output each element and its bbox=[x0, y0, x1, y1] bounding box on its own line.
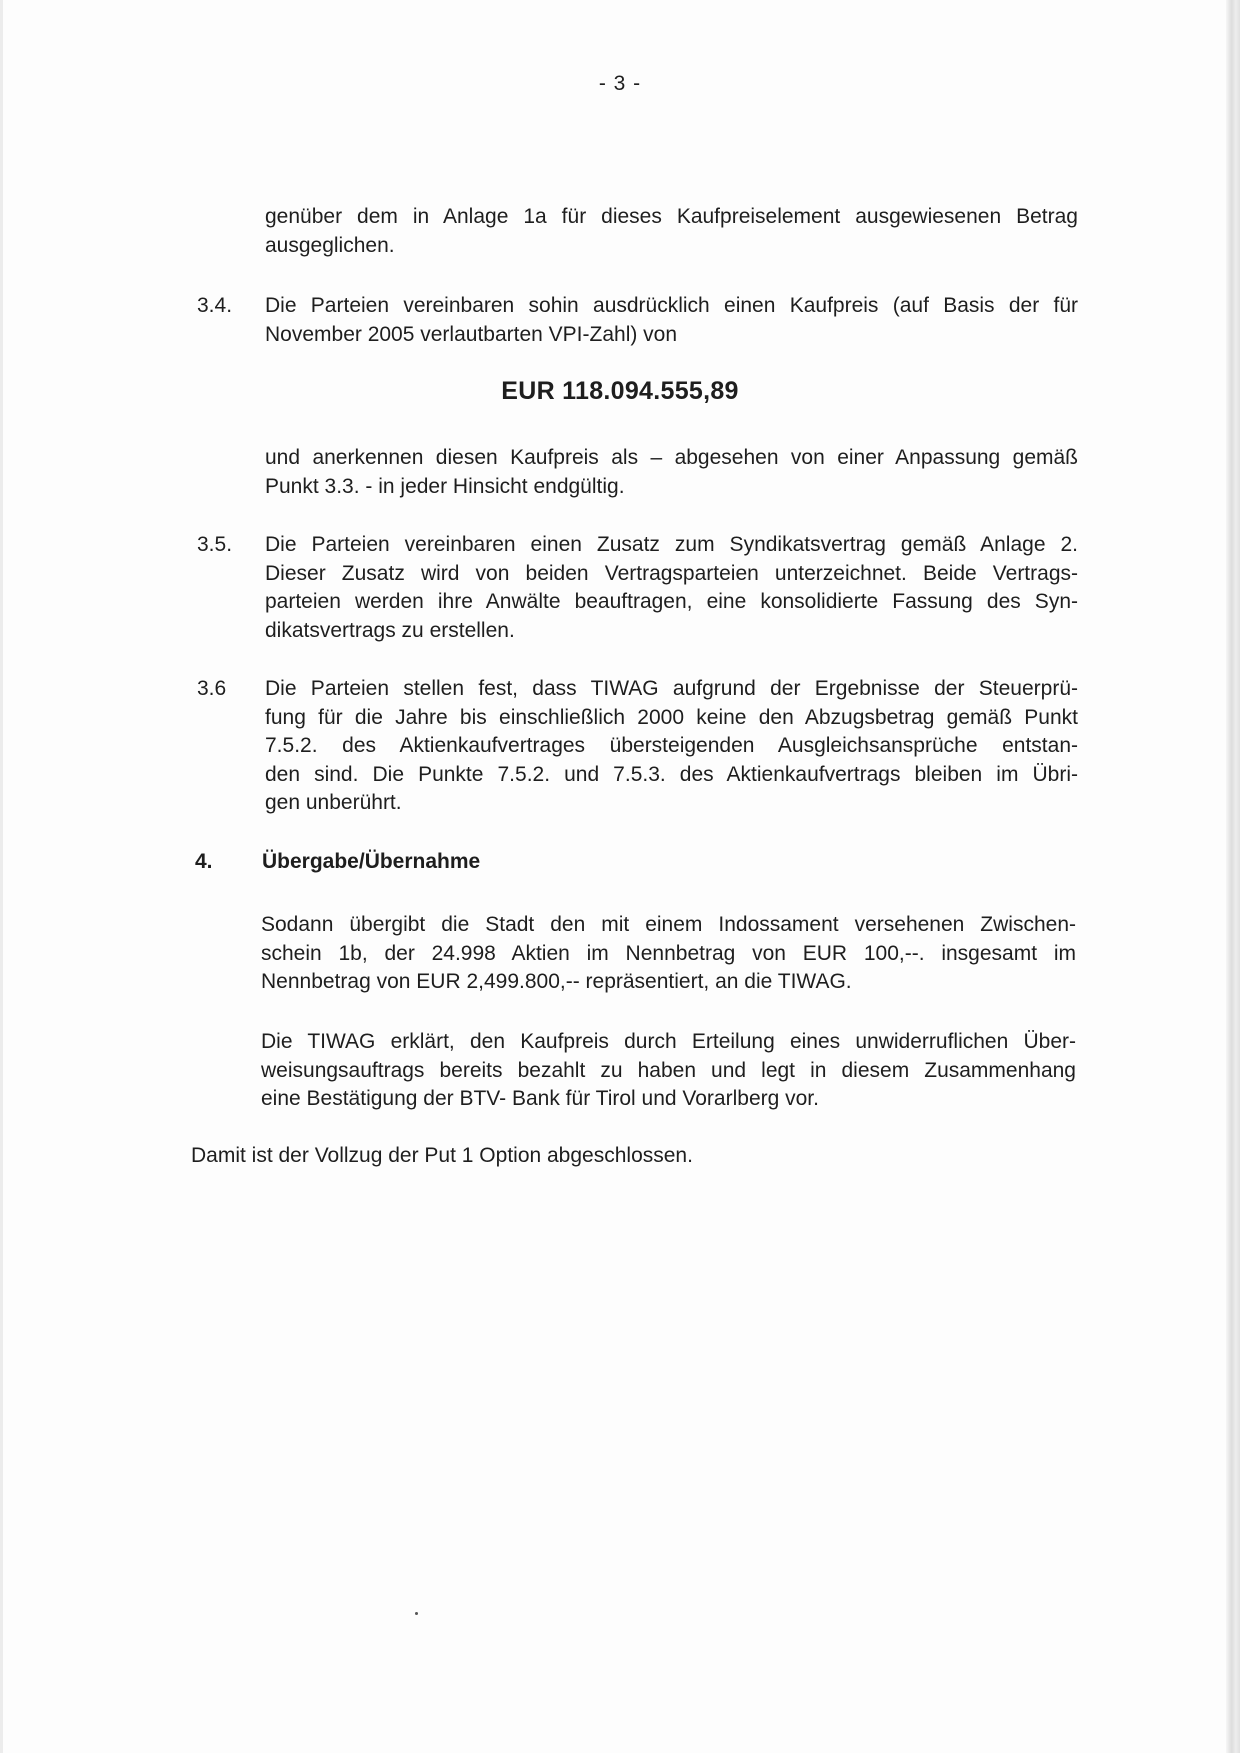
text-line: fung für die Jahre bis einschließlich 2000 keine den Abzugsbetrag gemäß Punkt bbox=[265, 705, 1078, 729]
section-number-3-5: 3.5. bbox=[197, 533, 233, 556]
text-line: Die Parteien stellen fest, dass TIWAG aufgrund der Ergebnisse der Steuerprü- bbox=[265, 677, 1078, 700]
text-line: Die Parteien vereinbaren sohin ausdrücklich einen Kaufpreis (auf Basis der für bbox=[265, 294, 1078, 317]
section-3-6-paragraph bbox=[265, 675, 1078, 818]
section-3-5-paragraph bbox=[265, 531, 1078, 645]
text-line: ausgeglichen. bbox=[265, 233, 395, 257]
text-line: Nennbetrag von EUR 2,499.800,-- repräsentiert, an die TIWAG. bbox=[261, 970, 852, 993]
text-line: weisungsauftrags bereits bezahlt zu haben und legt in diesem Zusammenhang bbox=[261, 1058, 1076, 1082]
text-line: genüber dem in Anlage 1a für dieses Kaufpreiselement ausgewiesenen Betrag bbox=[265, 205, 1078, 228]
text-line: Die Parteien vereinbaren einen Zusatz zum Syndikatsvertrag gemäß Anlage 2. bbox=[265, 533, 1078, 556]
scan-edge-left bbox=[0, 0, 3, 1753]
text-line: eine Bestätigung der BTV- Bank für Tirol und Vorarlberg vor. bbox=[261, 1087, 819, 1110]
text-line: Dieser Zusatz wird von beiden Vertragsparteien unterzeichnet. Beide Vertrags- bbox=[265, 561, 1078, 585]
scan-edge-right bbox=[1226, 0, 1240, 1753]
text-line: November 2005 verlautbarten VPI-Zahl) von bbox=[265, 322, 678, 346]
section-number-3-4: 3.4. bbox=[197, 294, 233, 317]
section-number-3-6: 3.6 bbox=[197, 677, 227, 700]
purchase-price-amount: EUR 118.094.555,89 bbox=[501, 377, 739, 405]
section-4-heading: Übergabe/Übernahme bbox=[262, 850, 481, 873]
section-4-paragraph-2 bbox=[261, 1028, 1076, 1114]
section-3-4-continuation bbox=[265, 444, 1078, 501]
text-line: Die TIWAG erklärt, den Kaufpreis durch Erteilung eines unwiderruflichen Über- bbox=[261, 1030, 1076, 1053]
text-line: dikatsvertrags zu erstellen. bbox=[265, 618, 515, 642]
text-line: schein 1b, der 24.998 Aktien im Nennbetrag von EUR 100,--. insgesamt im bbox=[261, 941, 1076, 965]
text-line: und anerkennen diesen Kaufpreis als – abgesehen von einer Anpassung gemäß bbox=[265, 446, 1078, 469]
scan-speck bbox=[415, 1612, 418, 1615]
text-line: Punkt 3.3. - in jeder Hinsicht endgültig. bbox=[265, 474, 625, 498]
text-line: parteien werden ihre Anwälte beauftragen, eine konsolidierte Fassung des Syn- bbox=[265, 590, 1078, 613]
closing-sentence bbox=[191, 1142, 1091, 1171]
text-line: gen unberührt. bbox=[265, 791, 402, 814]
text-line: Sodann übergibt die Stadt den mit einem Indossament versehenen Zwischen- bbox=[261, 913, 1076, 936]
text-line: Damit ist der Vollzug der Put 1 Option abgeschlossen. bbox=[191, 1144, 693, 1167]
continuation-paragraph bbox=[265, 203, 1078, 260]
section-3-4-paragraph bbox=[265, 292, 1078, 349]
section-number-4: 4. bbox=[195, 850, 213, 873]
text-line: 7.5.2. des Aktienkaufvertrages übersteigenden Ausgleichsansprüche entstan- bbox=[265, 734, 1078, 757]
text-line: den sind. Die Punkte 7.5.2. und 7.5.3. des Aktienkaufvertrags bleiben im Übri- bbox=[265, 762, 1078, 786]
page-number: - 3 - bbox=[598, 72, 642, 95]
section-4-paragraph-1 bbox=[261, 911, 1076, 997]
